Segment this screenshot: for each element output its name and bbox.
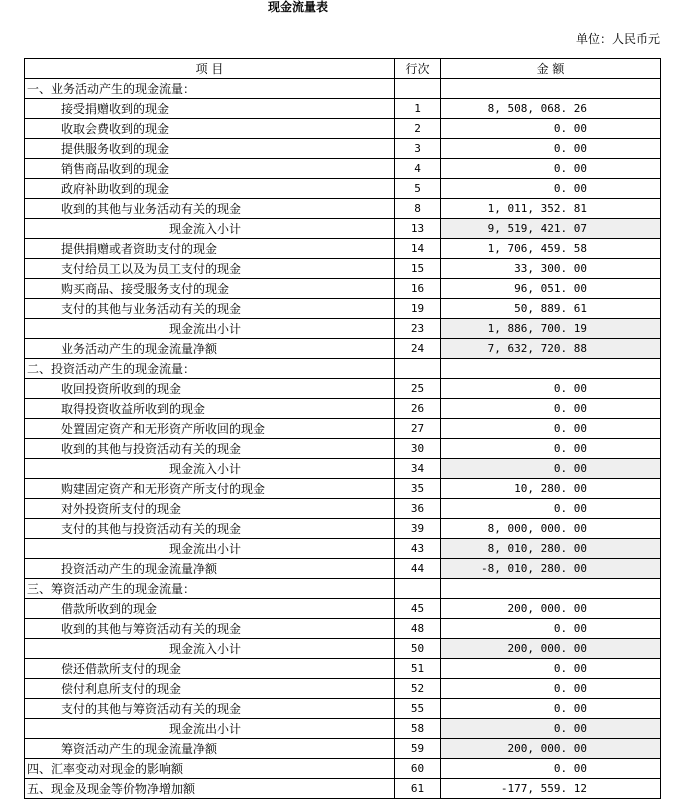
row-line-number: 25 (395, 379, 441, 399)
row-item-label: 收取会费收到的现金 (25, 119, 395, 139)
row-item-label: 现金流入小计 (25, 219, 395, 239)
row-amount: 0. 00 (441, 379, 661, 399)
row-amount: 0. 00 (441, 619, 661, 639)
table-row (25, 179, 661, 199)
row-amount: 10, 280. 00 (441, 479, 661, 499)
row-amount (441, 79, 661, 99)
table-row (25, 479, 661, 499)
row-amount: 0. 00 (441, 439, 661, 459)
table-row (25, 139, 661, 159)
row-amount: 7, 632, 720. 88 (441, 339, 661, 359)
table-row (25, 299, 661, 319)
table-row (25, 239, 661, 259)
table-row (25, 599, 661, 619)
row-amount: 0. 00 (441, 759, 661, 779)
table-row (25, 199, 661, 219)
row-item-label: 提供捐赠或者资助支付的现金 (25, 239, 395, 259)
table-row (25, 219, 661, 239)
row-amount: 0. 00 (441, 419, 661, 439)
row-amount: 96, 051. 00 (441, 279, 661, 299)
row-line-number (395, 359, 441, 379)
row-item-label: 收到的其他与投资活动有关的现金 (25, 439, 395, 459)
row-line-number: 8 (395, 199, 441, 219)
table-row (25, 159, 661, 179)
table-row (25, 379, 661, 399)
row-amount: 8, 000, 000. 00 (441, 519, 661, 539)
table-row (25, 279, 661, 299)
row-item-label: 偿付利息所支付的现金 (25, 679, 395, 699)
row-item-label: 支付的其他与筹资活动有关的现金 (25, 699, 395, 719)
table-row (25, 759, 661, 779)
row-line-number: 26 (395, 399, 441, 419)
table-row (25, 359, 661, 379)
table-row (25, 679, 661, 699)
row-amount: 8, 010, 280. 00 (441, 539, 661, 559)
table-body (25, 79, 661, 799)
row-item-label: 现金流出小计 (25, 719, 395, 739)
row-item-label: 现金流出小计 (25, 319, 395, 339)
row-item-label: 投资活动产生的现金流量净额 (25, 559, 395, 579)
row-line-number: 2 (395, 119, 441, 139)
table-row (25, 119, 661, 139)
column-header-amount: 金 额 (441, 59, 661, 79)
row-item-label: 收到的其他与筹资活动有关的现金 (25, 619, 395, 639)
row-line-number: 36 (395, 499, 441, 519)
row-amount: 0. 00 (441, 699, 661, 719)
row-item-label: 提供服务收到的现金 (25, 139, 395, 159)
table-row (25, 779, 661, 799)
row-item-label: 取得投资收益所收到的现金 (25, 399, 395, 419)
column-header-item: 项 目 (25, 59, 395, 79)
row-line-number: 5 (395, 179, 441, 199)
table-row (25, 539, 661, 559)
currency-unit: 单位：人民币元 (575, 32, 660, 46)
row-item-label: 支付的其他与业务活动有关的现金 (25, 299, 395, 319)
row-amount: 0. 00 (441, 139, 661, 159)
row-line-number: 24 (395, 339, 441, 359)
row-amount: 200, 000. 00 (441, 599, 661, 619)
row-line-number: 45 (395, 599, 441, 619)
row-line-number: 1 (395, 99, 441, 119)
row-amount: 0. 00 (441, 159, 661, 179)
table-row (25, 519, 661, 539)
table-row (25, 319, 661, 339)
row-amount: 0. 00 (441, 499, 661, 519)
table-row (25, 719, 661, 739)
row-line-number: 15 (395, 259, 441, 279)
table-row (25, 699, 661, 719)
row-item-label: 二、投资活动产生的现金流量： (25, 359, 395, 379)
table-row (25, 99, 661, 119)
table-row (25, 459, 661, 479)
row-line-number: 61 (395, 779, 441, 799)
row-item-label: 支付给员工以及为员工支付的现金 (25, 259, 395, 279)
row-amount: -177, 559. 12 (441, 779, 661, 799)
row-amount: 9, 519, 421. 07 (441, 219, 661, 239)
row-line-number: 55 (395, 699, 441, 719)
row-item-label: 现金流入小计 (25, 459, 395, 479)
row-amount: 0. 00 (441, 459, 661, 479)
row-line-number: 27 (395, 419, 441, 439)
row-item-label: 支付的其他与投资活动有关的现金 (25, 519, 395, 539)
row-item-label: 收回投资所收到的现金 (25, 379, 395, 399)
row-item-label: 收到的其他与业务活动有关的现金 (25, 199, 395, 219)
row-line-number: 23 (395, 319, 441, 339)
row-amount: 1, 706, 459. 58 (441, 239, 661, 259)
row-item-label: 偿还借款所支付的现金 (25, 659, 395, 679)
row-line-number (395, 579, 441, 599)
row-amount (441, 359, 661, 379)
row-amount: 1, 011, 352. 81 (441, 199, 661, 219)
table-row (25, 579, 661, 599)
row-line-number: 58 (395, 719, 441, 739)
row-amount: 0. 00 (441, 119, 661, 139)
table-row (25, 79, 661, 99)
row-item-label: 一、业务活动产生的现金流量： (25, 79, 395, 99)
row-line-number (395, 79, 441, 99)
table-row (25, 639, 661, 659)
row-line-number: 3 (395, 139, 441, 159)
row-item-label: 借款所收到的现金 (25, 599, 395, 619)
row-line-number: 14 (395, 239, 441, 259)
row-line-number: 16 (395, 279, 441, 299)
row-line-number: 52 (395, 679, 441, 699)
cash-flow-table (24, 58, 661, 799)
row-amount (441, 579, 661, 599)
row-amount: -8, 010, 280. 00 (441, 559, 661, 579)
row-line-number: 39 (395, 519, 441, 539)
row-item-label: 销售商品收到的现金 (25, 159, 395, 179)
table-row (25, 439, 661, 459)
row-amount: 0. 00 (441, 719, 661, 739)
row-item-label: 业务活动产生的现金流量净额 (25, 339, 395, 359)
row-item-label: 四、汇率变动对现金的影响额 (25, 759, 395, 779)
row-line-number: 34 (395, 459, 441, 479)
table-row (25, 499, 661, 519)
row-amount: 0. 00 (441, 659, 661, 679)
row-line-number: 13 (395, 219, 441, 239)
row-line-number: 51 (395, 659, 441, 679)
row-line-number: 60 (395, 759, 441, 779)
page-title: 现金流量表 (267, 0, 328, 14)
row-line-number: 48 (395, 619, 441, 639)
table-row (25, 559, 661, 579)
row-amount: 8, 508, 068. 26 (441, 99, 661, 119)
row-amount: 50, 889. 61 (441, 299, 661, 319)
row-amount: 0. 00 (441, 179, 661, 199)
row-item-label: 五、现金及现金等价物净增加额 (25, 779, 395, 799)
row-item-label: 三、筹资活动产生的现金流量： (25, 579, 395, 599)
column-header-row-number: 行次 (395, 59, 441, 79)
table-row (25, 619, 661, 639)
row-amount: 0. 00 (441, 679, 661, 699)
row-amount: 0. 00 (441, 399, 661, 419)
row-item-label: 购买商品、接受服务支付的现金 (25, 279, 395, 299)
row-item-label: 现金流入小计 (25, 639, 395, 659)
table-row (25, 419, 661, 439)
row-item-label: 筹资活动产生的现金流量净额 (25, 739, 395, 759)
table-row (25, 339, 661, 359)
table-row (25, 659, 661, 679)
row-amount: 200, 000. 00 (441, 739, 661, 759)
row-item-label: 处置固定资产和无形资产所收回的现金 (25, 419, 395, 439)
row-amount: 1, 886, 700. 19 (441, 319, 661, 339)
row-item-label: 接受捐赠收到的现金 (25, 99, 395, 119)
row-amount: 200, 000. 00 (441, 639, 661, 659)
row-item-label: 现金流出小计 (25, 539, 395, 559)
row-line-number: 44 (395, 559, 441, 579)
row-line-number: 19 (395, 299, 441, 319)
table-row (25, 739, 661, 759)
table-row (25, 259, 661, 279)
row-line-number: 30 (395, 439, 441, 459)
table-row (25, 399, 661, 419)
row-line-number: 43 (395, 539, 441, 559)
row-amount: 33, 300. 00 (441, 259, 661, 279)
row-item-label: 政府补助收到的现金 (25, 179, 395, 199)
row-line-number: 4 (395, 159, 441, 179)
row-item-label: 对外投资所支付的现金 (25, 499, 395, 519)
row-line-number: 35 (395, 479, 441, 499)
row-item-label: 购建固定资产和无形资产所支付的现金 (25, 479, 395, 499)
table-header-row (25, 59, 661, 79)
row-line-number: 59 (395, 739, 441, 759)
row-line-number: 50 (395, 639, 441, 659)
